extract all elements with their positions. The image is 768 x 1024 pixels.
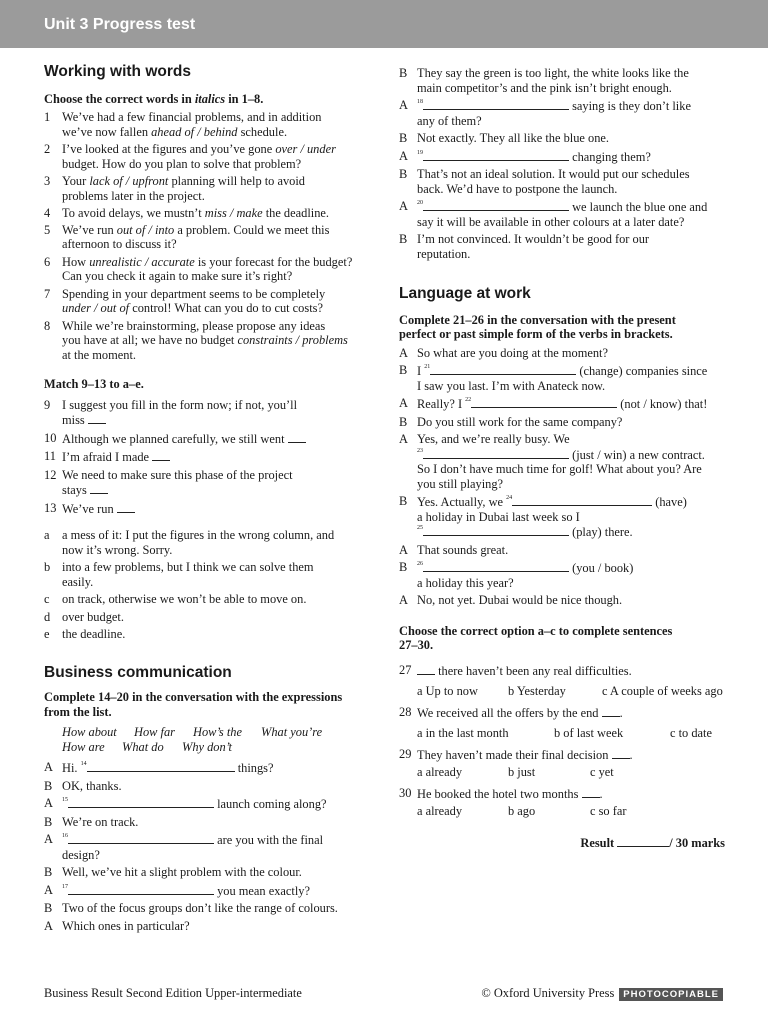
- answer-blank-17[interactable]: [68, 883, 214, 895]
- dialogue-line: A $^{20}$ we launch the blue one and say it will be available in other colours at a later date?: [399, 199, 708, 229]
- dialogue-line: A $^{16}$ are you with the final design?: [44, 832, 324, 862]
- question-13: 13 We’ve run: [44, 501, 374, 517]
- language-at-work-heading: Language at work: [399, 285, 531, 302]
- result-line: Result / 30 marks: [580, 835, 725, 850]
- question-6: 6 How unrealistic / accurate is your forecast for the budget? Can you check it again to make sure it’s right?: [44, 254, 353, 283]
- dialogue-line: B That’s not an ideal solution. It would put our schedules back. We’d have to postpone the launch.: [399, 167, 690, 196]
- dialogue-line: B Not exactly. They all like the blue one.: [399, 131, 609, 145]
- question-30: 30 He booked the hotel two months . a already b ago c so far: [399, 785, 627, 818]
- dialogue-line: B Well, we’ve hit a slight problem with the colour.: [44, 865, 302, 879]
- answer-blank-21[interactable]: [430, 363, 576, 375]
- options-instruction: Choose the correct option a–c to complete sentences 27–30.: [399, 623, 673, 652]
- choice-7[interactable]: under / out of: [62, 301, 130, 315]
- question-10: 10 Although we planned carefully, we still went: [44, 431, 374, 447]
- expression: How about: [62, 725, 117, 739]
- option-27c[interactable]: c A couple of weeks ago: [602, 684, 723, 698]
- answer-blank-24[interactable]: [512, 494, 652, 506]
- question-4: 4 To avoid delays, we mustn’t miss / make the deadline.: [44, 206, 329, 220]
- question-29: 29 They haven’t made their final decision . a already b just c yet: [399, 746, 633, 779]
- expression: How are: [62, 739, 105, 754]
- result-blank[interactable]: [617, 835, 669, 847]
- dialogue-line: B I’m not convinced. It wouldn’t be good for our reputation.: [399, 232, 650, 261]
- footer-left: Business Result Second Edition Upper-intermediate: [44, 986, 302, 1000]
- bc-instruction: Complete 14–20 in the conversation with the expressions from the list.: [44, 690, 343, 719]
- answer-blank-19[interactable]: [423, 149, 569, 161]
- choice-8[interactable]: constraints / problems: [237, 333, 348, 347]
- law-instruction: Complete 21–26 in the conversation with the present perfect or past simple form of the verbs in brackets.: [399, 312, 676, 341]
- answer-blank-16[interactable]: [68, 832, 214, 844]
- option-c: c on track, otherwise we won’t be able to move on.: [44, 592, 307, 606]
- question-8: 8 While we’re brainstorming, please propose any ideas you have at all; we have no budget constraints / problems at the moment.: [44, 318, 348, 362]
- choice-6[interactable]: unrealistic / accurate: [89, 254, 195, 269]
- answer-blank-29[interactable]: [612, 747, 630, 759]
- working-with-words-heading: Working with words: [44, 63, 191, 80]
- business-communication-heading: Business communication: [44, 663, 232, 681]
- answer-blank-10[interactable]: [288, 431, 306, 443]
- dialogue-line: B OK, thanks.: [44, 778, 122, 793]
- option-29c[interactable]: c yet: [590, 765, 614, 779]
- option-b: b into a few problems, but I think we can solve them easily.: [44, 560, 314, 589]
- option-30b[interactable]: b ago: [508, 804, 536, 818]
- answer-blank-25[interactable]: [423, 524, 569, 536]
- expression: How’s the: [193, 725, 242, 739]
- expression: What you’re: [261, 725, 323, 739]
- question-9: 9 I suggest you fill in the form now; if not, you’ll miss: [44, 397, 298, 427]
- option-e: e the deadline.: [44, 627, 126, 641]
- answer-blank-15[interactable]: [68, 796, 214, 808]
- option-30a[interactable]: a already: [417, 804, 463, 818]
- option-28b[interactable]: b of last week: [554, 726, 624, 740]
- dialogue-line: B They say the green is too light, the white looks like the main competitor’s and the pink isn’t bright enough.: [399, 66, 689, 95]
- answer-blank-22[interactable]: [471, 396, 617, 408]
- question-7: 7 Spending in your department seems to be completely under / out of control! What can you do to cut costs?: [44, 286, 326, 315]
- dialogue-line: A Yes, and we’re really busy. We $^{23}$ (just / win) a new contract. So I don’t have much time for golf! What about you? Are you still playing?: [399, 432, 705, 491]
- option-30c[interactable]: c so far: [590, 804, 627, 818]
- option-29b[interactable]: b just: [508, 765, 536, 779]
- option-28c[interactable]: c to date: [670, 726, 712, 740]
- answer-blank-27[interactable]: [417, 663, 435, 675]
- choice-4[interactable]: miss / make: [204, 206, 263, 220]
- dialogue-line: A No, not yet. Dubai would be nice though.: [399, 593, 623, 607]
- dialogue-line: B Do you still work for the same company?: [399, 414, 623, 429]
- question-28: 28 We received all the offers by the end . a in the last month b of last week c to date: [399, 704, 712, 740]
- dialogue-line: A That sounds great.: [399, 542, 509, 557]
- words-instruction: Choose the correct words in italics in 1–8.: [44, 91, 264, 106]
- dialogue-line: A $^{18}$ saying is they don’t like any of them?: [399, 98, 691, 128]
- right-column: [399, 62, 725, 850]
- question-27: 27 there haven’t been any real difficulties. a Up to now b Yesterday c A couple of weeks ago: [399, 662, 723, 698]
- answer-blank-20[interactable]: [423, 199, 569, 211]
- option-d: d over budget.: [44, 609, 124, 624]
- choice-1[interactable]: ahead of / behind: [151, 124, 238, 139]
- choice-5[interactable]: out of / into: [116, 222, 175, 237]
- answer-blank-12[interactable]: [90, 482, 108, 494]
- dialogue-line: A $^{17}$ you mean exactly?: [44, 882, 310, 898]
- option-a: a a mess of it: I put the figures in the wrong column, and now it’s wrong. Sorry.: [44, 528, 335, 557]
- answer-blank-11[interactable]: [152, 449, 170, 461]
- answer-blank-14[interactable]: [87, 760, 235, 772]
- dialogue-line: A Which ones in particular?: [44, 918, 190, 933]
- expression: Why don’t: [182, 739, 232, 754]
- answer-blank-18[interactable]: [423, 98, 569, 110]
- answer-blank-9[interactable]: [88, 412, 106, 424]
- dialogue-line: A Really? I $^{22}$ (not / know) that!: [399, 396, 708, 411]
- dialogue-line: B Two of the focus groups don’t like the range of colours.: [44, 901, 338, 915]
- question-5: 5 We’ve run out of / into a problem. Could we meet this afternoon to discuss it?: [44, 222, 330, 251]
- page-title: Unit 3 Progress test: [44, 16, 196, 33]
- option-29a[interactable]: a already: [417, 765, 463, 779]
- question-12: 12 We need to make sure this phase of the project stays: [44, 467, 293, 497]
- dialogue-line: A So what are you doing at the moment?: [399, 345, 608, 360]
- left-column: [44, 62, 374, 933]
- option-27b[interactable]: b Yesterday: [508, 684, 566, 698]
- answer-blank-28[interactable]: [602, 705, 620, 717]
- option-27a[interactable]: a Up to now: [417, 684, 478, 698]
- question-11: 11 I’m afraid I made: [44, 449, 374, 465]
- match-instruction: Match 9–13 to a–e.: [44, 377, 144, 391]
- question-1: 1 We’ve had a few financial problems, and in addition we’ve now fallen ahead of / behind schedule.: [44, 110, 322, 139]
- question-2: 2 I’ve looked at the figures and you’ve gone over / under budget. How do you plan to solve that problem?: [44, 142, 336, 171]
- expression: How far: [134, 725, 175, 739]
- dialogue-line: B Yes. Actually, we $^{24}$ (have) a holiday in Dubai last week so I $^{25}$ (play) there.: [399, 494, 687, 539]
- dialogue-line: A $^{15}$ launch coming along?: [44, 796, 327, 811]
- page-header: [0, 0, 768, 48]
- dialogue-line: A $^{19}$ changing them?: [399, 148, 651, 164]
- dialogue-line: B We’re on track.: [44, 814, 139, 829]
- dialogue-line: B I $^{21}$ (change) companies since I saw you last. I’m with Anateck now.: [399, 363, 708, 393]
- expression-list: [44, 725, 374, 754]
- question-3: 3 Your lack of / upfront planning will help to avoid problems later in the project.: [44, 174, 305, 203]
- answer-blank-13[interactable]: [117, 501, 135, 513]
- dialogue-line: A Hi. $^{14}$ things?: [44, 760, 274, 775]
- photocopiable-badge: PHOTOCOPIABLE: [619, 988, 723, 1001]
- choice-2[interactable]: over / under: [275, 142, 336, 156]
- answer-blank-26[interactable]: [423, 560, 569, 572]
- option-28a[interactable]: a in the last month: [417, 726, 509, 740]
- choice-3[interactable]: lack of / upfront: [89, 174, 169, 188]
- answer-blank-30[interactable]: [582, 786, 600, 798]
- expression: What do: [122, 739, 164, 754]
- footer-right: © Oxford University Press PHOTOCOPIABLE: [481, 986, 723, 1001]
- dialogue-line: B $^{26}$ (you / book) a holiday this year?: [399, 560, 634, 590]
- answer-blank-23[interactable]: [423, 447, 569, 459]
